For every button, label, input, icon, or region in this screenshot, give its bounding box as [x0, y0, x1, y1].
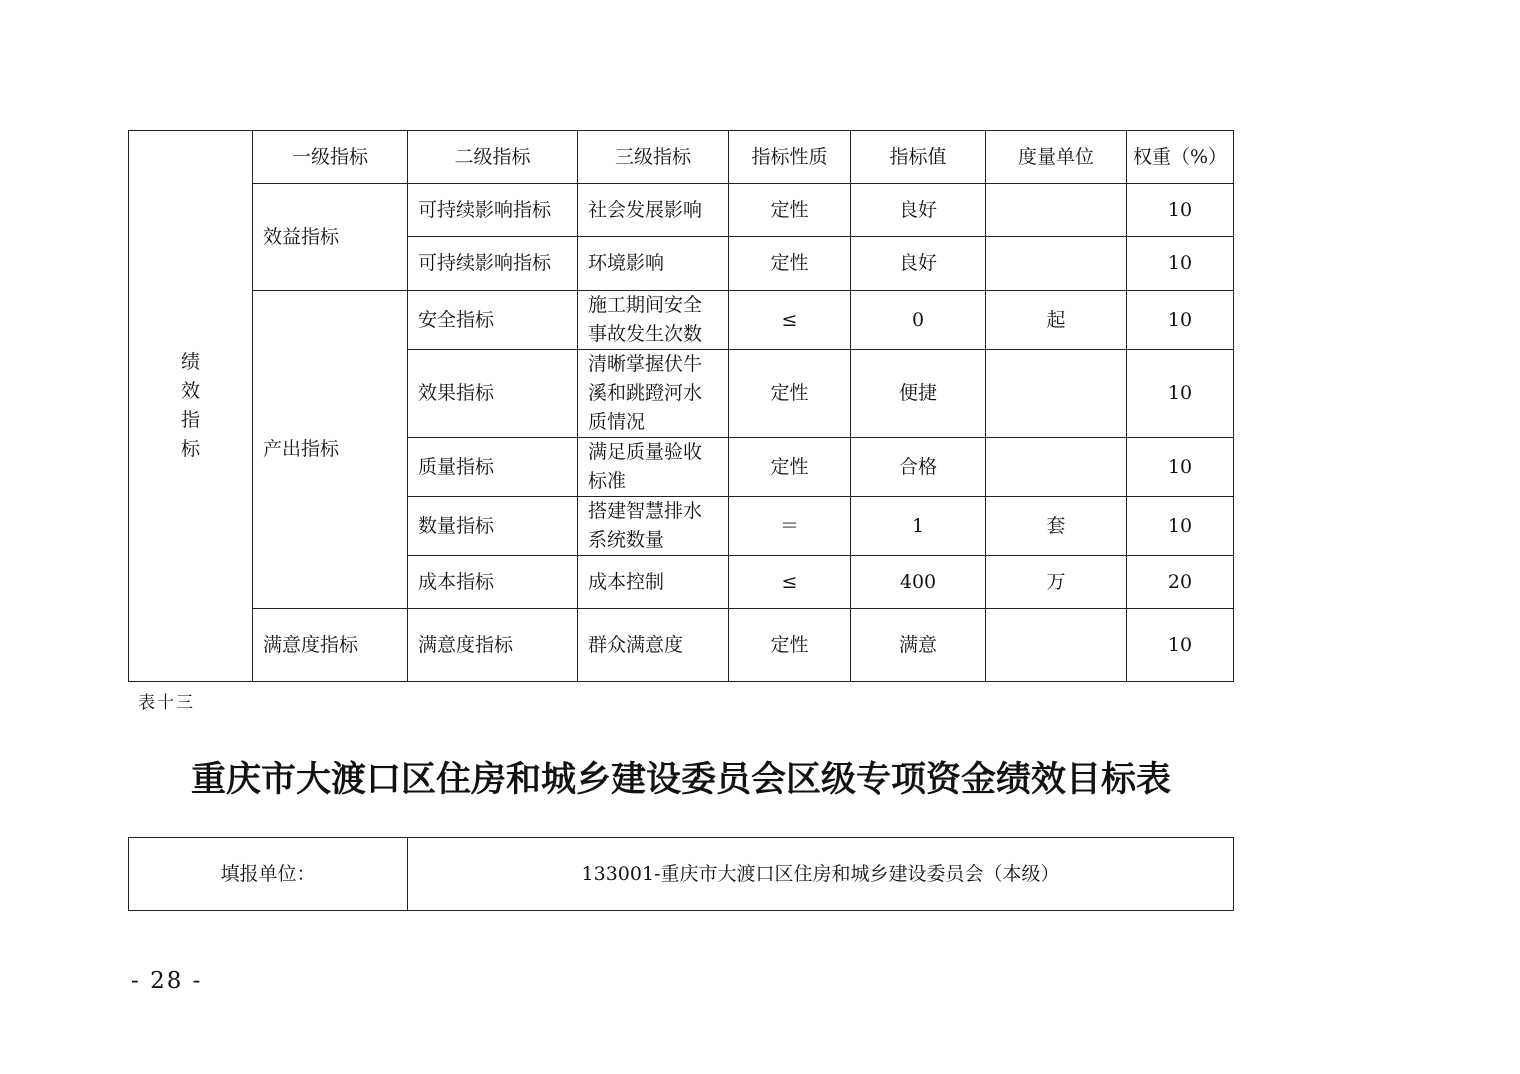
second-level-cell: 安全指标 [408, 291, 578, 350]
second-level-cell: 满意度指标 [408, 609, 578, 682]
performance-indicator-table [128, 130, 1234, 682]
category-char: 标 [180, 438, 200, 460]
third-level-cell: 清晰掌握伏牛 溪和跳蹬河水 质情况 [578, 350, 729, 438]
third-level-cell: 施工期间安全 事故发生次数 [578, 291, 729, 350]
second-level-cell: 效果指标 [408, 350, 578, 438]
third-level-cell: 社会发展影响 [578, 184, 729, 237]
group-satisfaction: 满意度指标 [253, 609, 408, 682]
value-cell: 满意 [851, 609, 986, 682]
unit-cell [986, 438, 1127, 497]
weight-cell: 10 [1127, 237, 1234, 291]
weight-cell: 10 [1127, 497, 1234, 556]
value-cell: 良好 [851, 184, 986, 237]
weight-cell: 10 [1127, 291, 1234, 350]
nature-cell: ≤ [729, 556, 851, 609]
table-header-row [129, 131, 1234, 184]
group-benefit: 效益指标 [253, 184, 408, 291]
category-char: 绩 [180, 351, 200, 373]
nature-cell: 定性 [729, 237, 851, 291]
header-third-level: 三级指标 [578, 131, 729, 184]
second-level-cell: 可持续影响指标 [408, 184, 578, 237]
value-cell: 1 [851, 497, 986, 556]
nature-cell: ≤ [729, 291, 851, 350]
value-cell: 400 [851, 556, 986, 609]
nature-cell: 定性 [729, 184, 851, 237]
value-cell: 合格 [851, 438, 986, 497]
header-value: 指标值 [851, 131, 986, 184]
nature-cell: ＝ [729, 497, 851, 556]
third-level-cell: 群众满意度 [578, 609, 729, 682]
table-row [129, 184, 1234, 237]
reporting-unit-table [128, 837, 1234, 911]
unit-cell: 套 [986, 497, 1127, 556]
unit-cell [986, 609, 1127, 682]
weight-cell: 10 [1127, 609, 1234, 682]
weight-cell: 10 [1127, 350, 1234, 438]
header-second-level: 二级指标 [408, 131, 578, 184]
header-nature: 指标性质 [729, 131, 851, 184]
unit-cell: 万 [986, 556, 1127, 609]
group-output: 产出指标 [253, 291, 408, 609]
reporting-unit-value: 133001-重庆市大渡口区住房和城乡建设委员会（本级） [408, 838, 1234, 911]
header-weight: 权重（%） [1127, 131, 1234, 184]
category-char: 效 [180, 380, 200, 402]
category-char: 指 [180, 409, 200, 431]
third-level-cell: 环境影响 [578, 237, 729, 291]
second-level-cell: 成本指标 [408, 556, 578, 609]
second-level-cell: 数量指标 [408, 497, 578, 556]
unit-cell [986, 184, 1127, 237]
table-row [129, 291, 1234, 350]
weight-cell: 10 [1127, 184, 1234, 237]
header-first-level: 一级指标 [253, 131, 408, 184]
nature-cell: 定性 [729, 438, 851, 497]
nature-cell: 定性 [729, 350, 851, 438]
header-unit: 度量单位 [986, 131, 1127, 184]
reporting-unit-row [129, 838, 1234, 911]
reporting-unit-label: 填报单位： [129, 838, 408, 911]
table-caption: 表十三 [138, 693, 195, 713]
value-cell: 便捷 [851, 350, 986, 438]
page-title: 重庆市大渡口区住房和城乡建设委员会区级专项资金绩效目标表 [190, 759, 1171, 800]
unit-cell [986, 350, 1127, 438]
third-level-cell: 搭建智慧排水 系统数量 [578, 497, 729, 556]
unit-cell: 起 [986, 291, 1127, 350]
value-cell: 0 [851, 291, 986, 350]
nature-cell: 定性 [729, 609, 851, 682]
third-level-cell: 满足质量验收 标准 [578, 438, 729, 497]
weight-cell: 20 [1127, 556, 1234, 609]
weight-cell: 10 [1127, 438, 1234, 497]
value-cell: 良好 [851, 237, 986, 291]
table-row [129, 609, 1234, 682]
performance-indicator-category-cell [129, 131, 253, 682]
page-number: - 28 - [131, 968, 203, 994]
third-level-cell: 成本控制 [578, 556, 729, 609]
second-level-cell: 可持续影响指标 [408, 237, 578, 291]
unit-cell [986, 237, 1127, 291]
second-level-cell: 质量指标 [408, 438, 578, 497]
